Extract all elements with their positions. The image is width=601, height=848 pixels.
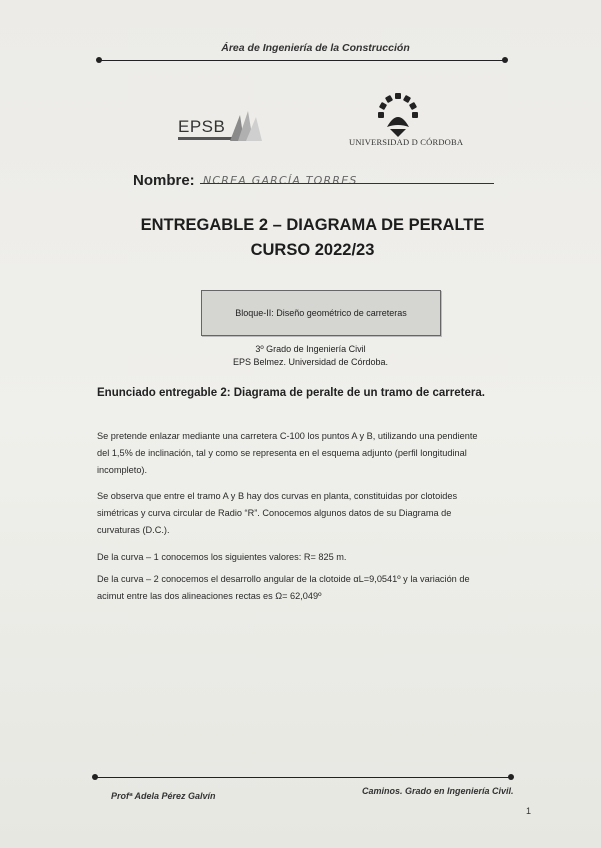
paragraph-2-line-1: Se observa que entre el tramo A y B hay dos curvas en planta, constituidas por clotoides xyxy=(97,491,458,501)
school-name: EPS Belmez. Universidad de Córdoba. xyxy=(232,357,389,367)
name-field: NCREA GARCÍA TORRES xyxy=(203,174,358,187)
page-number: 1 xyxy=(526,806,532,816)
course-year: CURSO 2022/23 xyxy=(250,241,375,259)
program-name: 3º Grado de Ingeniería Civil xyxy=(255,344,366,354)
paragraph-3: De la curva – 1 conocemos los siguientes valores: R= 825 m. xyxy=(97,552,347,562)
paragraph-2-line-2: simétricas y curva circular de Radio “R”. Conocemos algunos datos de su Diagrama de xyxy=(97,508,452,518)
statement-heading: Enunciado entregable 2: Diagrama de peralte de un tramo de carretera. xyxy=(97,387,485,399)
block-box xyxy=(201,290,441,336)
header-title: Área de Ingeniería de la Construcción xyxy=(221,42,410,54)
name-underline xyxy=(200,183,494,184)
header-rule-dot-left xyxy=(96,57,102,63)
course-name: Caminos. Grado en Ingeniería Civil. xyxy=(362,786,514,796)
university-name: UNIVERSIDAD D CÓRDOBA xyxy=(349,137,464,147)
header-rule-dot-right xyxy=(502,57,508,63)
professor-name: Profª Adela Pérez Galvín xyxy=(111,791,216,801)
name-label: Nombre: xyxy=(133,172,195,189)
paragraph-1-line-3: incompleto). xyxy=(97,465,148,475)
header-rule xyxy=(100,60,505,61)
paragraph-1-line-2: del 1,5% de inclinación, tal y como se representa en el esquema adjunto (perfil longitudinal xyxy=(97,448,467,458)
footer-rule xyxy=(96,777,511,778)
paragraph-2-line-3: curvaturas (D.C.). xyxy=(97,525,170,535)
block-label: Bloque-II: Diseño geométrico de carreteras xyxy=(235,308,407,318)
paragraph-4-line-2: acimut entre las dos alineaciones rectas es Ω= 62,049º xyxy=(97,591,322,601)
epsb-logo-mark-icon xyxy=(228,107,268,143)
footer-rule-dot-right xyxy=(508,774,514,780)
footer-rule-dot-left xyxy=(92,774,98,780)
paragraph-4-line-1: De la curva – 2 conocemos el desarrollo angular de la clotoide αL=9,0541º y la variación de xyxy=(97,574,470,584)
document-title: ENTREGABLE 2 – DIAGRAMA DE PERALTE xyxy=(140,216,485,234)
epsb-logo xyxy=(178,107,268,147)
paragraph-1-line-1: Se pretende enlazar mediante una carretera C-100 los puntos A y B, utilizando una pendiente xyxy=(97,431,478,441)
university-seal-icon xyxy=(378,93,418,137)
epsb-logo-text: EPSB xyxy=(178,117,226,136)
